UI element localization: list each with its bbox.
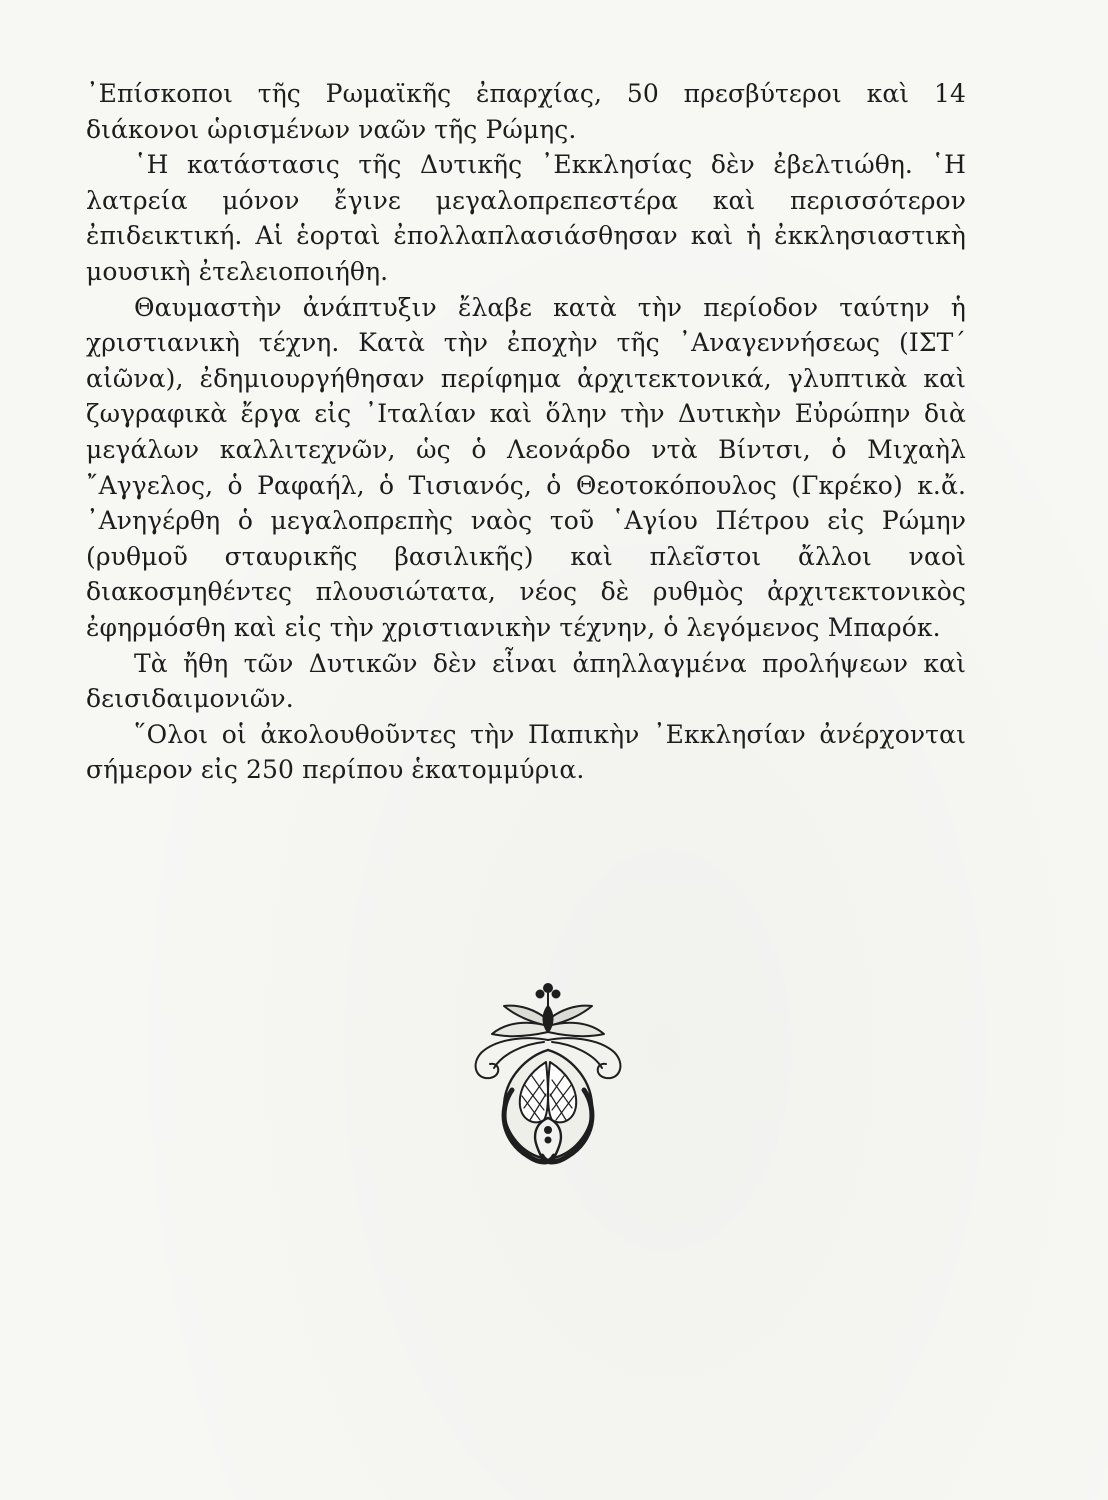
paragraph-continuation: ᾿Επίσκοποι τῆς Ρωμαϊκῆς ἐπαρχίας, 50 πρεσβύτεροι καὶ 14 διάκονοι ὡρισμένων ναῶν τῆς Ρώμης. xyxy=(86,79,966,144)
paragraph-christian-art: Θαυμαστὴν ἀνάπτυξιν ἔλαβε κατὰ τὴν περίοδον ταύτην ἡ χριστιανικὴ τέχνη. Κατὰ τὴν ἐποχὴν τῆς ᾿Αναγεννήσεως (ΙΣΤ΄ αἰῶνα), ἐδημιουργήθησαν περίφημα ἀρχιτεκτονικά, γλυπτικὰ καὶ ζωγραφικὰ ἔργα εἰς ᾿Ιταλίαν καὶ ὅλην τὴν Δυτικὴν Εὐρώπην διὰ μεγάλων καλλιτεχνῶν, ὡς ὁ Λεονάρδο ντὰ Βίντσι, ὁ Μιχαὴλ ῎Αγγελος, ὁ Ραφαήλ, ὁ Τισιανός, ὁ Θεοτοκόπουλος (Γκρέκο) κ.ἄ. ᾿Ανηγέρθη ὁ μεγαλοπρεπὴς ναὸς τοῦ ῾Αγίου Πέτρου εἰς Ρώμην (ρυθμοῦ σταυρικῆς βασιλικῆς) καὶ πλεῖστοι ἄλλοι ναοὶ διακοσμηθέντες πλουσιώτατα, νέος δὲ ρυθμὸς ἀρχιτεκτονικὸς ἐφηρμόσθη καὶ εἰς τὴν χριστιανικὴν τέχνην, ὁ λεγόμενος Μπαρόκ. xyxy=(86,292,966,642)
floral-vignette-icon xyxy=(458,980,638,1170)
paragraph-customs: Τὰ ἤθη τῶν Δυτικῶν δὲν εἶναι ἀπηλλαγμένα προλήψεων καὶ δεισιδαιμονιῶν. xyxy=(86,648,966,714)
paragraph-western-church-state: ῾Η κατάστασις τῆς Δυτικῆς ᾿Εκκλησίας δὲν ἐβελτιώθη. ῾Η λατρεία μόνον ἔγινε μεγαλοπρεπεστέρα καὶ περισσότερον ἐπιδεικτική. Αἱ ἑορταὶ ἐπολλαπλασιάσθησαν καὶ ἡ ἐκκλησιαστικὴ μουσικὴ ἐτελειοποιήθη. xyxy=(86,150,966,286)
body-text xyxy=(86,76,966,788)
paragraph-followers-count: ῞Ολοι οἱ ἀκολουθοῦντες τὴν Παπικὴν ᾿Εκκλησίαν ἀνέρχονται σήμερον εἰς 250 περίπου ἑκατομμύρια. xyxy=(86,719,966,785)
